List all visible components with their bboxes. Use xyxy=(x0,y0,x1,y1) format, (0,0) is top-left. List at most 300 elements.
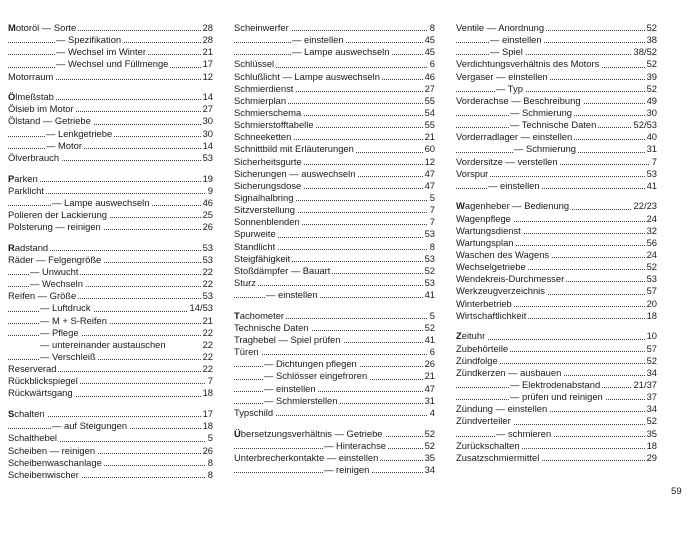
index-entry xyxy=(234,289,435,301)
index-entry-page: 9 xyxy=(207,184,213,196)
index-entry-page: 21/37 xyxy=(633,378,657,390)
index-entry xyxy=(456,168,657,180)
index-entry xyxy=(8,254,213,266)
index-entry-term: — Spiel xyxy=(490,46,523,58)
index-entry-term: — Dichtungen pflegen xyxy=(264,358,357,370)
index-entry-term: Ölstand — Getriebe xyxy=(8,115,91,127)
index-entry-term: Zusatzschmiermittel xyxy=(456,451,540,463)
index-entry-page: 28 xyxy=(202,34,213,46)
index-entry xyxy=(234,168,435,180)
index-entry-page: 56 xyxy=(646,236,657,248)
index-entry-term: — Lenkgetriebe xyxy=(46,127,113,139)
index-entry xyxy=(8,221,213,233)
index-entry-page: 55 xyxy=(424,119,435,131)
index-entry xyxy=(8,173,213,185)
index-entry-term: Motoröl — Sorte xyxy=(8,22,77,33)
index-entry-term: Rückwärtsgang xyxy=(8,387,73,399)
index-entry xyxy=(234,346,435,358)
index-entry-page: 22 xyxy=(202,326,213,338)
index-entry-page: 27 xyxy=(424,82,435,94)
index-column-2 xyxy=(234,22,435,476)
index-entry-term: Schnittbild mit Erläuterungen xyxy=(234,143,354,155)
index-entry xyxy=(8,140,213,152)
index-entry-page: 52/53 xyxy=(633,119,657,131)
index-entry-term: Schmierdienst xyxy=(234,82,294,94)
index-entry-page: 35 xyxy=(424,451,435,463)
index-entry-term: Tachometer xyxy=(234,309,285,321)
index-entry xyxy=(8,278,213,290)
index-entry-page: 22 xyxy=(202,278,213,290)
index-entry xyxy=(8,103,213,115)
index-entry xyxy=(456,298,657,310)
index-entry-term: Reifen — Größe xyxy=(8,290,77,302)
index-entry-page: 18 xyxy=(202,420,213,432)
index-entry-term: — Schmierstellen xyxy=(264,394,338,406)
index-entry-page: 10 xyxy=(646,330,657,342)
index-entry-term: — M + S-Reifen xyxy=(40,314,107,326)
index-entry-term: Werkzeugverzeichnis xyxy=(456,285,545,297)
index-entry-page: 41 xyxy=(646,179,657,191)
index-entry xyxy=(456,34,657,46)
index-entry-term: Sonnenblenden xyxy=(234,216,300,228)
dot-leader xyxy=(8,148,213,149)
index-entry-term: Steigfähigkeit xyxy=(234,252,291,264)
index-entry-term: — einstellen xyxy=(264,382,316,394)
index-entry xyxy=(234,440,435,452)
index-entry xyxy=(8,185,213,197)
index-entry-term: Sicherungsdose xyxy=(234,179,302,191)
index-entry-term: Polsterung — reinigen xyxy=(8,221,101,233)
index-entry-term: Schlußlicht — Lampe auswechseln xyxy=(234,70,380,82)
index-entry xyxy=(456,71,657,83)
dot-leader xyxy=(8,311,213,312)
index-entry xyxy=(8,387,213,399)
index-entry-term: — Wechsel und Füllmenge xyxy=(56,58,169,70)
index-entry-page: 26 xyxy=(202,221,213,233)
index-entry-term: — Hinterachse xyxy=(324,439,387,451)
index-entry-page: 35 xyxy=(646,427,657,439)
index-entry-term: Vorderachse — Beschreibung xyxy=(456,94,581,106)
index-entry-term: — Schmierung xyxy=(514,143,577,155)
index-entry xyxy=(8,242,213,254)
index-entry xyxy=(8,266,213,278)
index-entry-term: — einstellen xyxy=(292,34,344,46)
index-entry-term: Spurweite xyxy=(234,228,276,240)
index-entry-page: 53 xyxy=(202,241,213,253)
index-entry-page: 18 xyxy=(646,439,657,451)
index-entry xyxy=(234,334,435,346)
index-entry-page: 8 xyxy=(207,468,213,480)
index-entry xyxy=(8,197,213,209)
index-entry xyxy=(456,156,657,168)
index-entry-page: 24 xyxy=(646,212,657,224)
index-entry-term: — reinigen xyxy=(324,463,370,475)
index-entry xyxy=(456,440,657,452)
index-entry-term: Schmierstofftabelle xyxy=(234,119,314,131)
index-entry-page: 38 xyxy=(646,34,657,46)
index-entry-page: 25 xyxy=(202,208,213,220)
index-entry xyxy=(456,310,657,322)
index-entry xyxy=(456,200,657,212)
index-entry-term: — Unwucht xyxy=(30,266,79,278)
index-entry xyxy=(234,119,435,131)
index-entry-page: 31 xyxy=(646,143,657,155)
index-entry xyxy=(234,452,435,464)
index-entry-term: — Elektrodenabstand xyxy=(510,378,601,390)
index-entry-page: 30 xyxy=(202,127,213,139)
index-entry-page: 45 xyxy=(424,46,435,58)
index-entry xyxy=(234,58,435,70)
index-entry-term: — einstellen xyxy=(488,179,540,191)
index-entry-term: Scheinwerfer xyxy=(234,22,289,33)
index-entry-term: Standlicht xyxy=(234,240,276,252)
index-entry xyxy=(8,469,213,481)
index-entry xyxy=(456,285,657,297)
index-entry-term: Ventile — Anordnung xyxy=(456,22,545,33)
index-entry-page: 52 xyxy=(424,439,435,451)
index-entry-term: — Schmierung xyxy=(510,106,573,118)
index-entry-term: Vordersitze — verstellen xyxy=(456,155,558,167)
index-entry-term: Ölmeßstab xyxy=(8,91,54,103)
index-entry-term: — einstellen xyxy=(490,34,542,46)
index-entry-page: 27 xyxy=(202,103,213,115)
index-entry-term: Schlüssel xyxy=(234,58,275,70)
index-entry xyxy=(234,180,435,192)
index-entry xyxy=(234,143,435,155)
index-entry-page: 52 xyxy=(646,82,657,94)
index-entry xyxy=(456,379,657,391)
index-entry xyxy=(456,273,657,285)
index-entry-page: 30 xyxy=(202,115,213,127)
index-entry xyxy=(456,107,657,119)
index-entry xyxy=(8,115,213,127)
index-entry xyxy=(234,358,435,370)
index-entry-page: 14/53 xyxy=(189,302,213,314)
index-entry-term: Zündkerzen — ausbauen xyxy=(456,366,562,378)
index-entry-term: Winterbetrieb xyxy=(456,297,512,309)
index-entry-term: — Motor xyxy=(46,139,82,151)
index-entry-page: 12 xyxy=(202,70,213,82)
index-entry-term: Wartungsdienst xyxy=(456,224,521,236)
index-entry-page: 32 xyxy=(646,224,657,236)
index-entry-term: — einstellen xyxy=(266,289,318,301)
index-entry xyxy=(234,383,435,395)
index-entry-term: — Wechsel im Winter xyxy=(56,46,146,58)
index-entry-page: 60 xyxy=(424,143,435,155)
index-entry-term: Zündung — einstellen xyxy=(456,403,548,415)
dot-leader xyxy=(456,42,657,43)
index-entry-page: 7 xyxy=(651,155,657,167)
index-entry xyxy=(234,322,435,334)
index-entry-term: — Schlösser eingefroren xyxy=(264,370,368,382)
index-entry-page: 22 xyxy=(202,363,213,375)
index-entry-term: Schmierplan xyxy=(234,94,287,106)
index-entry-page: 7 xyxy=(429,216,435,228)
index-entry-term: Vorderradlager — einstellen xyxy=(456,131,573,143)
index-entry-term: — Typ xyxy=(496,82,523,94)
index-column-1 xyxy=(8,22,213,481)
dot-leader xyxy=(456,54,657,55)
index-entry-page: 14 xyxy=(202,139,213,151)
index-entry-term: Unterbrecherkontakte — einstellen xyxy=(234,451,379,463)
index-entry xyxy=(456,83,657,95)
index-entry-page: 19 xyxy=(202,172,213,184)
index-entry xyxy=(456,343,657,355)
index-entry xyxy=(456,237,657,249)
index-entry xyxy=(234,83,435,95)
dot-leader xyxy=(234,285,435,286)
index-entry-page: 41 xyxy=(424,289,435,301)
index-entry-page: 54 xyxy=(424,106,435,118)
index-entry xyxy=(8,363,213,375)
index-entry-term: Zeituhr xyxy=(456,330,486,342)
index-entry xyxy=(234,216,435,228)
index-entry xyxy=(8,128,213,140)
index-entry-page: 21 xyxy=(424,370,435,382)
index-entry-page: 46 xyxy=(202,196,213,208)
index-entry-page: 26 xyxy=(202,444,213,456)
index-entry-page: 5 xyxy=(429,191,435,203)
index-entry-term: Scheibenwischer xyxy=(8,468,79,480)
index-entry-term: Wagenheber — Bedienung xyxy=(456,200,570,212)
index-entry xyxy=(456,22,657,34)
index-entry-page: 45 xyxy=(424,34,435,46)
index-entry-page: 37 xyxy=(646,391,657,403)
index-entry-page: 7 xyxy=(429,204,435,216)
index-entry-term: Zurückschalten xyxy=(456,439,520,451)
index-entry xyxy=(234,370,435,382)
index-entry-term: — auf Steigungen xyxy=(52,420,128,432)
index-entry-page: 47 xyxy=(424,179,435,191)
index-entry xyxy=(8,432,213,444)
index-entry-page: 52 xyxy=(646,415,657,427)
index-entry-page: 17 xyxy=(202,408,213,420)
index-entry xyxy=(456,119,657,131)
index-entry-page: 53 xyxy=(424,252,435,264)
index-entry xyxy=(456,330,657,342)
index-entry-page: 52 xyxy=(646,261,657,273)
index-entry-term: Türen xyxy=(234,346,259,358)
index-entry-page: 47 xyxy=(424,167,435,179)
index-entry-page: 26 xyxy=(424,358,435,370)
index-entry-page: 53 xyxy=(646,167,657,179)
index-entry xyxy=(234,241,435,253)
index-entry-term: Polieren der Lackierung xyxy=(8,208,108,220)
index-entry xyxy=(8,91,213,103)
index-entry-term: — Lampe auswechseln xyxy=(292,46,390,58)
index-entry xyxy=(234,228,435,240)
index-entry xyxy=(234,192,435,204)
index-entry xyxy=(8,58,213,70)
index-entry-page: 21 xyxy=(202,46,213,58)
index-entry xyxy=(234,156,435,168)
index-entry-term: Wagenpflege xyxy=(456,212,511,224)
index-entry-term: Signalhalbring xyxy=(234,191,294,203)
index-entry-page: 55 xyxy=(424,94,435,106)
index-entry-page: 53 xyxy=(424,228,435,240)
index-entry xyxy=(8,22,213,34)
index-entry xyxy=(8,420,213,432)
index-entry xyxy=(456,391,657,403)
index-entry-page: 8 xyxy=(207,456,213,468)
index-entry xyxy=(8,327,213,339)
index-entry xyxy=(8,34,213,46)
index-entry-page: 8 xyxy=(429,240,435,252)
index-entry xyxy=(456,249,657,261)
index-entry-page: 24 xyxy=(646,249,657,261)
index-entry xyxy=(234,71,435,83)
index-entry-page: 6 xyxy=(429,58,435,70)
index-entry xyxy=(8,408,213,420)
index-entry-term: Rückblickspiegel xyxy=(8,375,78,387)
index-entry-term: Wechselgetriebe xyxy=(456,261,526,273)
index-entry-term: Übersetzungsverhältnis — Getriebe xyxy=(234,427,383,439)
index-column-3 xyxy=(456,22,657,464)
index-entry-page: 40 xyxy=(646,131,657,143)
index-entry-term: Wartungsplan xyxy=(456,236,514,248)
index-entry-page: 52 xyxy=(646,58,657,70)
index-entry xyxy=(8,290,213,302)
index-entry xyxy=(234,131,435,143)
index-entry-page: 21 xyxy=(202,314,213,326)
index-entry xyxy=(8,315,213,327)
dot-leader xyxy=(234,354,435,355)
page-number: 59 xyxy=(671,486,682,497)
index-entry-page: 12 xyxy=(424,155,435,167)
index-entry-term: Zündfolge xyxy=(456,354,498,366)
index-entry-term: Scheiben — reinigen xyxy=(8,444,96,456)
index-entry-term: — Luftdruck xyxy=(40,302,91,314)
index-entry xyxy=(456,213,657,225)
index-entry xyxy=(456,46,657,58)
index-entry xyxy=(456,403,657,415)
index-entry xyxy=(456,58,657,70)
index-entry-term: Sitzverstellung xyxy=(234,204,295,216)
index-entry-term: Räder — Felgengröße xyxy=(8,253,102,265)
index-entry-page: 14 xyxy=(202,91,213,103)
index-entry-term: Vorspur xyxy=(456,167,489,179)
index-entry xyxy=(234,204,435,216)
index-entry-page: 8 xyxy=(429,22,435,33)
index-entry xyxy=(8,209,213,221)
dot-leader xyxy=(8,335,213,336)
index-entry xyxy=(234,22,435,34)
index-entry-page: 5 xyxy=(207,432,213,444)
index-entry-page: 49 xyxy=(646,94,657,106)
index-entry xyxy=(8,302,213,314)
index-entry xyxy=(456,95,657,107)
index-entry-term: Radstand xyxy=(8,241,49,253)
index-entry-term: Stoßdämpfer — Bauart xyxy=(234,264,331,276)
index-entry xyxy=(456,367,657,379)
index-entry-term: Wendekreis-Durchmesser xyxy=(456,273,565,285)
index-entry-page: 18 xyxy=(646,309,657,321)
index-entry-page: 22/23 xyxy=(633,200,657,212)
index-entry-page: 17 xyxy=(202,58,213,70)
index-entry-term: — Lampe auswechseln xyxy=(52,196,150,208)
index-entry xyxy=(234,464,435,476)
index-entry-page: 30 xyxy=(646,106,657,118)
index-entry-term: Sicherheitsgurte xyxy=(234,155,302,167)
index-entry-page: 18 xyxy=(202,387,213,399)
index-entry-term: Zündverteiler xyxy=(456,415,511,427)
index-entry xyxy=(234,310,435,322)
index-entry xyxy=(8,375,213,387)
index-entry-page: 52 xyxy=(424,264,435,276)
index-entry xyxy=(234,95,435,107)
index-entry-term: — Spezifikation xyxy=(56,34,122,46)
index-entry-term: Sicherungen — auswechseln xyxy=(234,167,356,179)
index-entry-term: Waschen des Wagens xyxy=(456,249,550,261)
index-entry-term: Verdichtungsverhältnis des Motors xyxy=(456,58,600,70)
index-entry xyxy=(8,46,213,58)
index-entry-term: Wirtschaftlichkeit xyxy=(456,309,527,321)
index-entry-term: Sturz xyxy=(234,276,256,288)
index-entry-page: 22 xyxy=(202,338,213,350)
index-entry xyxy=(8,152,213,164)
index-entry-term: Zubehörteile xyxy=(456,342,509,354)
index-entry-page: 4 xyxy=(429,406,435,418)
index-entry-page: 52 xyxy=(646,22,657,33)
index-entry-term: Parklicht xyxy=(8,184,44,196)
index-entry-term: Schneeketten xyxy=(234,131,292,143)
index-entry-page: 41 xyxy=(424,334,435,346)
index-entry-term: — Technische Daten xyxy=(510,119,597,131)
index-entry-term: Ölsieb im Motor xyxy=(8,103,74,115)
index-entry-term: Typschild xyxy=(234,406,274,418)
index-entry xyxy=(234,46,435,58)
index-entry-page: 53 xyxy=(424,276,435,288)
index-entry-term: — Verschleiß xyxy=(40,351,96,363)
index-entry-page: 5 xyxy=(429,309,435,321)
index-entry-page: 53 xyxy=(202,151,213,163)
dot-leader xyxy=(8,323,213,324)
index-entry-term: Reserverad xyxy=(8,363,57,375)
index-entry-page: 52 xyxy=(424,427,435,439)
index-entry-term: — untereinander austauschen xyxy=(40,338,166,350)
index-entry-page: 53 xyxy=(202,290,213,302)
index-entry xyxy=(8,445,213,457)
index-entry-term: Motorraum xyxy=(8,70,54,82)
index-entry xyxy=(8,457,213,469)
index-entry-page: 21 xyxy=(424,131,435,143)
index-entry-page: 6 xyxy=(429,346,435,358)
index-entry-page: 57 xyxy=(646,342,657,354)
index-entry xyxy=(456,180,657,192)
index-entry xyxy=(234,428,435,440)
index-entry-page: 47 xyxy=(424,382,435,394)
index-entry-page: 34 xyxy=(646,403,657,415)
index-entry-term: Schalten xyxy=(8,408,45,420)
index-entry xyxy=(234,34,435,46)
index-entry-term: — Pflege xyxy=(40,326,79,338)
index-entry xyxy=(456,415,657,427)
dot-leader xyxy=(456,436,657,437)
dot-leader xyxy=(8,359,213,360)
index-entry xyxy=(234,407,435,419)
index-entry-term: — Wechseln xyxy=(30,278,83,290)
index-entry xyxy=(456,225,657,237)
index-entry-page: 39 xyxy=(646,70,657,82)
index-entry-page: 52 xyxy=(646,354,657,366)
index-entry-page: 31 xyxy=(424,394,435,406)
index-entry-term: Technische Daten xyxy=(234,321,309,333)
dot-leader xyxy=(456,188,657,189)
index-entry-page: 7 xyxy=(207,375,213,387)
index-entry-page: 22 xyxy=(202,351,213,363)
dot-leader xyxy=(234,297,435,298)
index-entry-page: 34 xyxy=(424,463,435,475)
